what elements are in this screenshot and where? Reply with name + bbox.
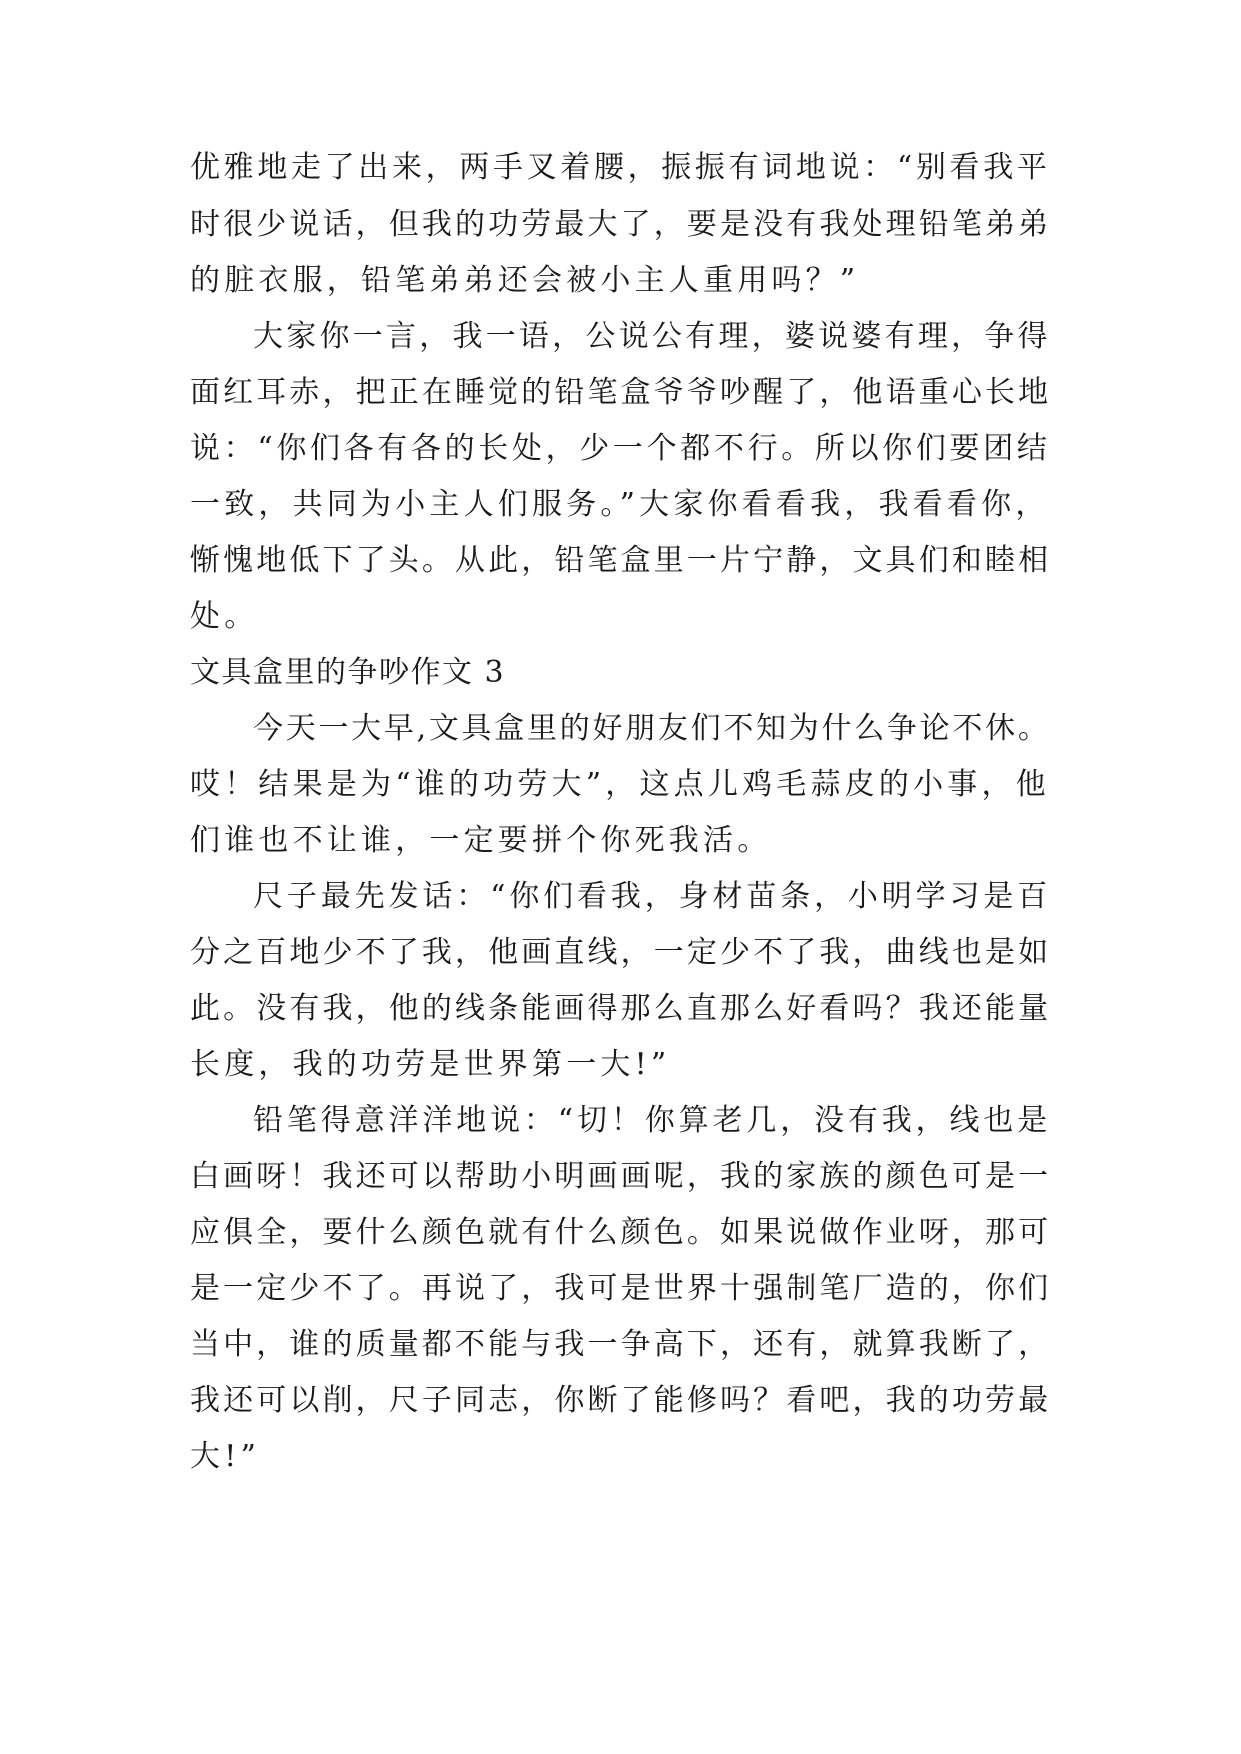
text-line: 一致，共同为小主人们服务。”大家你看看我，我看看你， <box>190 487 1050 522</box>
text-line: 面红耳赤，把正在睡觉的铅笔盒爷爷吵醒了，他语重心长地 <box>190 375 1052 410</box>
text-line: 说：“你们各有各的长处，少一个都不行。所以你们要团结 <box>190 431 1051 466</box>
paragraph-start: 铅笔得意洋洋地说：“切！你算老几，没有我，线也是 <box>253 1103 1052 1138</box>
text-line: 时很少说话，但我的功劳最大了，要是没有我处理铅笔弟弟 <box>190 207 1052 242</box>
text-line: 应俱全，要什么颜色就有什么颜色。如果说做作业呀，那可 <box>190 1215 1052 1250</box>
paragraph-start: 大家你一言，我一语，公说公有理，婆说婆有理，争得 <box>253 319 1051 354</box>
text-line: 白画呀！我还可以帮助小明画画呢，我的家族的颜色可是一 <box>190 1159 1052 1194</box>
section-heading: 文具盒里的争吵作文 3 <box>190 655 506 690</box>
text-line: 大!” <box>190 1439 260 1474</box>
text-line: 当中，谁的质量都不能与我一争高下，还有，就算我断了， <box>190 1327 1052 1362</box>
text-line: 是一定少不了。再说了，我可是世界十强制笔厂造的，你们 <box>190 1271 1052 1306</box>
text-line: 哎！结果是为“谁的功劳大”，这点儿鸡毛蒜皮的小事，他 <box>190 767 1050 802</box>
text-line: 此。没有我，他的线条能画得那么直那么好看吗？我还能量 <box>190 991 1052 1026</box>
text-line: 我还可以削，尺子同志，你断了能修吗？看吧，我的功劳最 <box>190 1383 1052 1418</box>
text-line: 处。 <box>190 599 259 634</box>
paragraph-start: 今天一大早,文具盒里的好朋友们不知为什么争论不休。 <box>253 711 1051 746</box>
text-line: 分之百地少不了我，他画直线，一定少不了我，曲线也是如 <box>190 935 1052 970</box>
text-line: 们谁也不让谁，一定要拼个你死我活。 <box>190 823 772 858</box>
paragraph-start: 尺子最先发话：“你们看我，身材苗条，小明学习是百 <box>253 879 1052 914</box>
text-line: 优雅地走了出来，两手叉着腰，振振有词地说：“别看我平 <box>190 150 1051 185</box>
text-line: 长度，我的功劳是世界第一大!” <box>190 1047 671 1082</box>
text-line: 的脏衣服，铅笔弟弟还会被小主人重用吗？” <box>190 263 860 298</box>
text-line: 惭愧地低下了头。从此，铅笔盒里一片宁静，文具们和睦相 <box>190 543 1052 578</box>
